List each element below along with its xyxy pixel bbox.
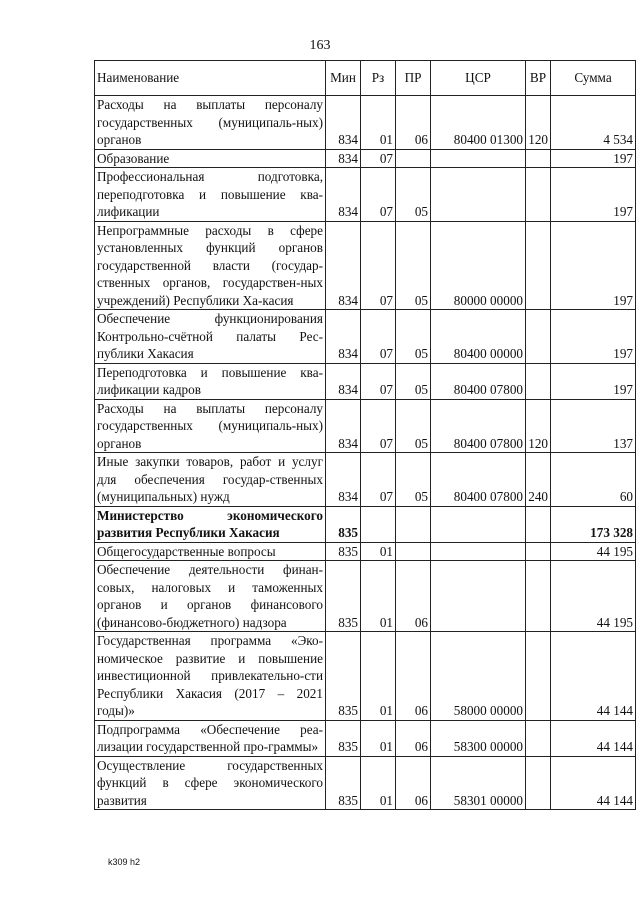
cell-min: 834 bbox=[326, 149, 361, 168]
cell-csr bbox=[431, 168, 526, 222]
cell-csr: 58000 00000 bbox=[431, 632, 526, 721]
cell-min: 835 bbox=[326, 542, 361, 561]
cell-min: 835 bbox=[326, 561, 361, 632]
table-row bbox=[95, 756, 636, 810]
cell-vr bbox=[526, 168, 551, 222]
header-name: Наименование bbox=[95, 61, 326, 96]
table-row bbox=[95, 149, 636, 168]
cell-sum: 197 bbox=[551, 221, 636, 310]
cell-pr: 06 bbox=[396, 632, 431, 721]
cell-name: Обеспечение функционирования Контрольно-счётной палаты Рес-публики Хакасия bbox=[95, 310, 326, 364]
cell-vr bbox=[526, 506, 551, 542]
cell-csr: 58300 00000 bbox=[431, 720, 526, 756]
cell-min: 835 bbox=[326, 632, 361, 721]
cell-vr: 120 bbox=[526, 96, 551, 150]
footer-code: k309 h2 bbox=[108, 857, 141, 867]
table-row bbox=[95, 561, 636, 632]
header-rz: Рз bbox=[361, 61, 396, 96]
cell-rz: 07 bbox=[361, 149, 396, 168]
table-row bbox=[95, 542, 636, 561]
cell-csr bbox=[431, 561, 526, 632]
cell-min: 834 bbox=[326, 453, 361, 507]
cell-min: 834 bbox=[326, 96, 361, 150]
cell-pr bbox=[396, 506, 431, 542]
cell-pr: 06 bbox=[396, 756, 431, 810]
cell-csr bbox=[431, 542, 526, 561]
table-row bbox=[95, 168, 636, 222]
cell-vr bbox=[526, 561, 551, 632]
header-pr: ПР bbox=[396, 61, 431, 96]
table-row bbox=[95, 221, 636, 310]
cell-sum: 44 144 bbox=[551, 632, 636, 721]
cell-pr: 06 bbox=[396, 96, 431, 150]
cell-csr: 80400 01300 bbox=[431, 96, 526, 150]
cell-pr: 05 bbox=[396, 221, 431, 310]
cell-vr: 120 bbox=[526, 399, 551, 453]
cell-pr: 05 bbox=[396, 168, 431, 222]
cell-name: Иные закупки товаров, работ и услуг для обеспечения государ-ственных (муниципальных) нужд bbox=[95, 453, 326, 507]
cell-vr bbox=[526, 149, 551, 168]
cell-rz: 01 bbox=[361, 561, 396, 632]
cell-min: 835 bbox=[326, 756, 361, 810]
cell-sum: 197 bbox=[551, 363, 636, 399]
cell-sum: 197 bbox=[551, 310, 636, 364]
cell-vr bbox=[526, 363, 551, 399]
cell-sum: 197 bbox=[551, 168, 636, 222]
cell-name: Непрограммные расходы в сфере установленных функций органов государственной власти (государ-ственных органов, государствен-ных учреждений) Республики Ха-касия bbox=[95, 221, 326, 310]
cell-rz: 07 bbox=[361, 221, 396, 310]
table-row bbox=[95, 506, 636, 542]
cell-rz: 01 bbox=[361, 542, 396, 561]
cell-min: 834 bbox=[326, 363, 361, 399]
cell-name: Расходы на выплаты персоналу государственных (муниципаль-ных) органов bbox=[95, 96, 326, 150]
table-row bbox=[95, 632, 636, 721]
cell-name: Осуществление государственных функций в сфере экономического развития bbox=[95, 756, 326, 810]
cell-pr: 06 bbox=[396, 720, 431, 756]
table-row bbox=[95, 399, 636, 453]
cell-rz: 07 bbox=[361, 310, 396, 364]
cell-csr bbox=[431, 506, 526, 542]
cell-pr bbox=[396, 149, 431, 168]
cell-pr: 06 bbox=[396, 561, 431, 632]
cell-name: Общегосударственные вопросы bbox=[95, 542, 326, 561]
table-row bbox=[95, 310, 636, 364]
cell-csr: 80400 07800 bbox=[431, 453, 526, 507]
cell-rz: 07 bbox=[361, 453, 396, 507]
cell-csr: 80000 00000 bbox=[431, 221, 526, 310]
table-row bbox=[95, 363, 636, 399]
budget-table bbox=[94, 60, 636, 810]
cell-min: 834 bbox=[326, 399, 361, 453]
cell-sum: 44 195 bbox=[551, 561, 636, 632]
cell-vr bbox=[526, 756, 551, 810]
header-csr: ЦСР bbox=[431, 61, 526, 96]
cell-pr: 05 bbox=[396, 399, 431, 453]
cell-csr: 58301 00000 bbox=[431, 756, 526, 810]
cell-min: 834 bbox=[326, 221, 361, 310]
cell-rz: 01 bbox=[361, 756, 396, 810]
cell-sum: 60 bbox=[551, 453, 636, 507]
cell-min: 835 bbox=[326, 506, 361, 542]
cell-min: 835 bbox=[326, 720, 361, 756]
cell-min: 834 bbox=[326, 168, 361, 222]
cell-name: Переподготовка и повышение ква-лификации кадров bbox=[95, 363, 326, 399]
cell-name: Расходы на выплаты персоналу государственных (муниципаль-ных) органов bbox=[95, 399, 326, 453]
cell-pr bbox=[396, 542, 431, 561]
cell-sum: 197 bbox=[551, 149, 636, 168]
cell-sum: 44 144 bbox=[551, 756, 636, 810]
header-min: Мин bbox=[326, 61, 361, 96]
cell-csr bbox=[431, 149, 526, 168]
cell-vr bbox=[526, 632, 551, 721]
cell-rz bbox=[361, 506, 396, 542]
cell-min: 834 bbox=[326, 310, 361, 364]
cell-sum: 44 144 bbox=[551, 720, 636, 756]
cell-rz: 01 bbox=[361, 632, 396, 721]
cell-sum: 173 328 bbox=[551, 506, 636, 542]
table-row bbox=[95, 453, 636, 507]
cell-vr bbox=[526, 720, 551, 756]
table-header-row bbox=[95, 61, 636, 96]
cell-name: Подпрограмма «Обеспечение реа-лизации государственной про-граммы» bbox=[95, 720, 326, 756]
cell-rz: 07 bbox=[361, 363, 396, 399]
table-row bbox=[95, 96, 636, 150]
cell-sum: 4 534 bbox=[551, 96, 636, 150]
cell-sum: 44 195 bbox=[551, 542, 636, 561]
cell-name: Обеспечение деятельности финан-совых, налоговых и таможенных органов и органов финансового (финансово-бюджетного) надзора bbox=[95, 561, 326, 632]
cell-vr bbox=[526, 542, 551, 561]
cell-rz: 07 bbox=[361, 399, 396, 453]
cell-pr: 05 bbox=[396, 453, 431, 507]
cell-vr: 240 bbox=[526, 453, 551, 507]
header-sum: Сумма bbox=[551, 61, 636, 96]
cell-sum: 137 bbox=[551, 399, 636, 453]
cell-name: Министерство экономического развития Республики Хакасия bbox=[95, 506, 326, 542]
cell-csr: 80400 07800 bbox=[431, 399, 526, 453]
header-vr: ВР bbox=[526, 61, 551, 96]
cell-rz: 07 bbox=[361, 168, 396, 222]
cell-rz: 01 bbox=[361, 96, 396, 150]
cell-name: Образование bbox=[95, 149, 326, 168]
cell-csr: 80400 00000 bbox=[431, 310, 526, 364]
cell-pr: 05 bbox=[396, 363, 431, 399]
page-number: 163 bbox=[309, 38, 331, 53]
cell-vr bbox=[526, 310, 551, 364]
cell-name: Профессиональная подготовка, переподготовка и повышение ква-лификации bbox=[95, 168, 326, 222]
cell-vr bbox=[526, 221, 551, 310]
cell-csr: 80400 07800 bbox=[431, 363, 526, 399]
table-row bbox=[95, 720, 636, 756]
cell-name: Государственная программа «Эко-номическое развитие и повышение инвестиционной привлекательно-сти Республики Хакасия (2017 – 2021 годы)» bbox=[95, 632, 326, 721]
cell-rz: 01 bbox=[361, 720, 396, 756]
cell-pr: 05 bbox=[396, 310, 431, 364]
